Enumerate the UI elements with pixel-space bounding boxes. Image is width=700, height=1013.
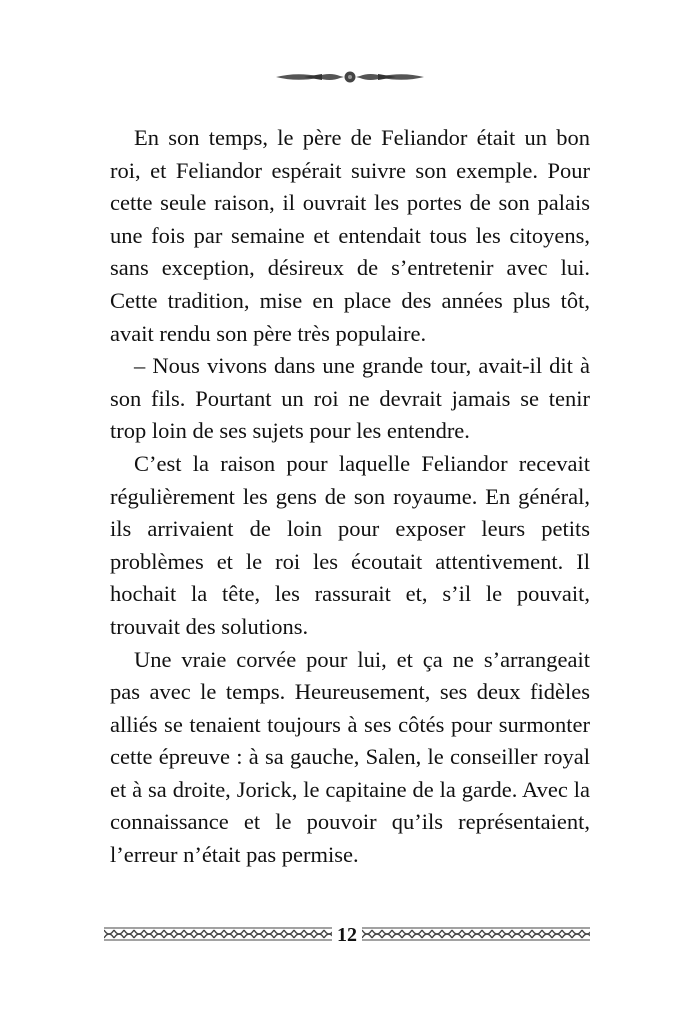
page-number: 12 bbox=[337, 924, 357, 946]
page-body bbox=[110, 122, 590, 872]
paragraph: – Nous vivons dans une grande tour, avait-il dit à son fils. Pourtant un roi ne devrait jamais se tenir trop loin de ses sujets pour les entendre. bbox=[110, 353, 590, 444]
paragraph: C’est la raison pour laquelle Feliandor recevait régulièrement les gens de son royaume. En général, ils arrivaient de loin pour exposer leurs petits problèmes et le roi les écoutait attentivement. Il hochait la tête, les rassurait et, s’il le pouvait, trouvait des solutions. bbox=[110, 450, 590, 639]
paragraph: Une vraie corvée pour lui, et ça ne s’arrangeait pas avec le temps. Heureusement, ses deux fidèles alliés se tenaient toujours à ses côtés pour surmonter cette épreuve : à sa gauche, Salen, le conseiller royal et à sa droite, Jorick, le capitaine de la garde. Avec la connaissance et le pouvoir qu’ils représentaient, l’erreur n’était pas permise. bbox=[110, 646, 590, 868]
paragraph: En son temps, le père de Feliandor était un bon roi, et Feliandor espérait suivre son exemple. Pour cette seule raison, il ouvrait les portes de son palais une fois par semaine et entendait tous les citoyens, sans exception, désireux de s’entretenir avec lui. Cette tradition, mise en place des années plus tôt, avait rendu son père très populaire. bbox=[110, 125, 590, 346]
page-footer bbox=[104, 922, 590, 950]
braided-band-icon bbox=[362, 927, 590, 941]
scroll-ornament-icon bbox=[274, 68, 426, 86]
